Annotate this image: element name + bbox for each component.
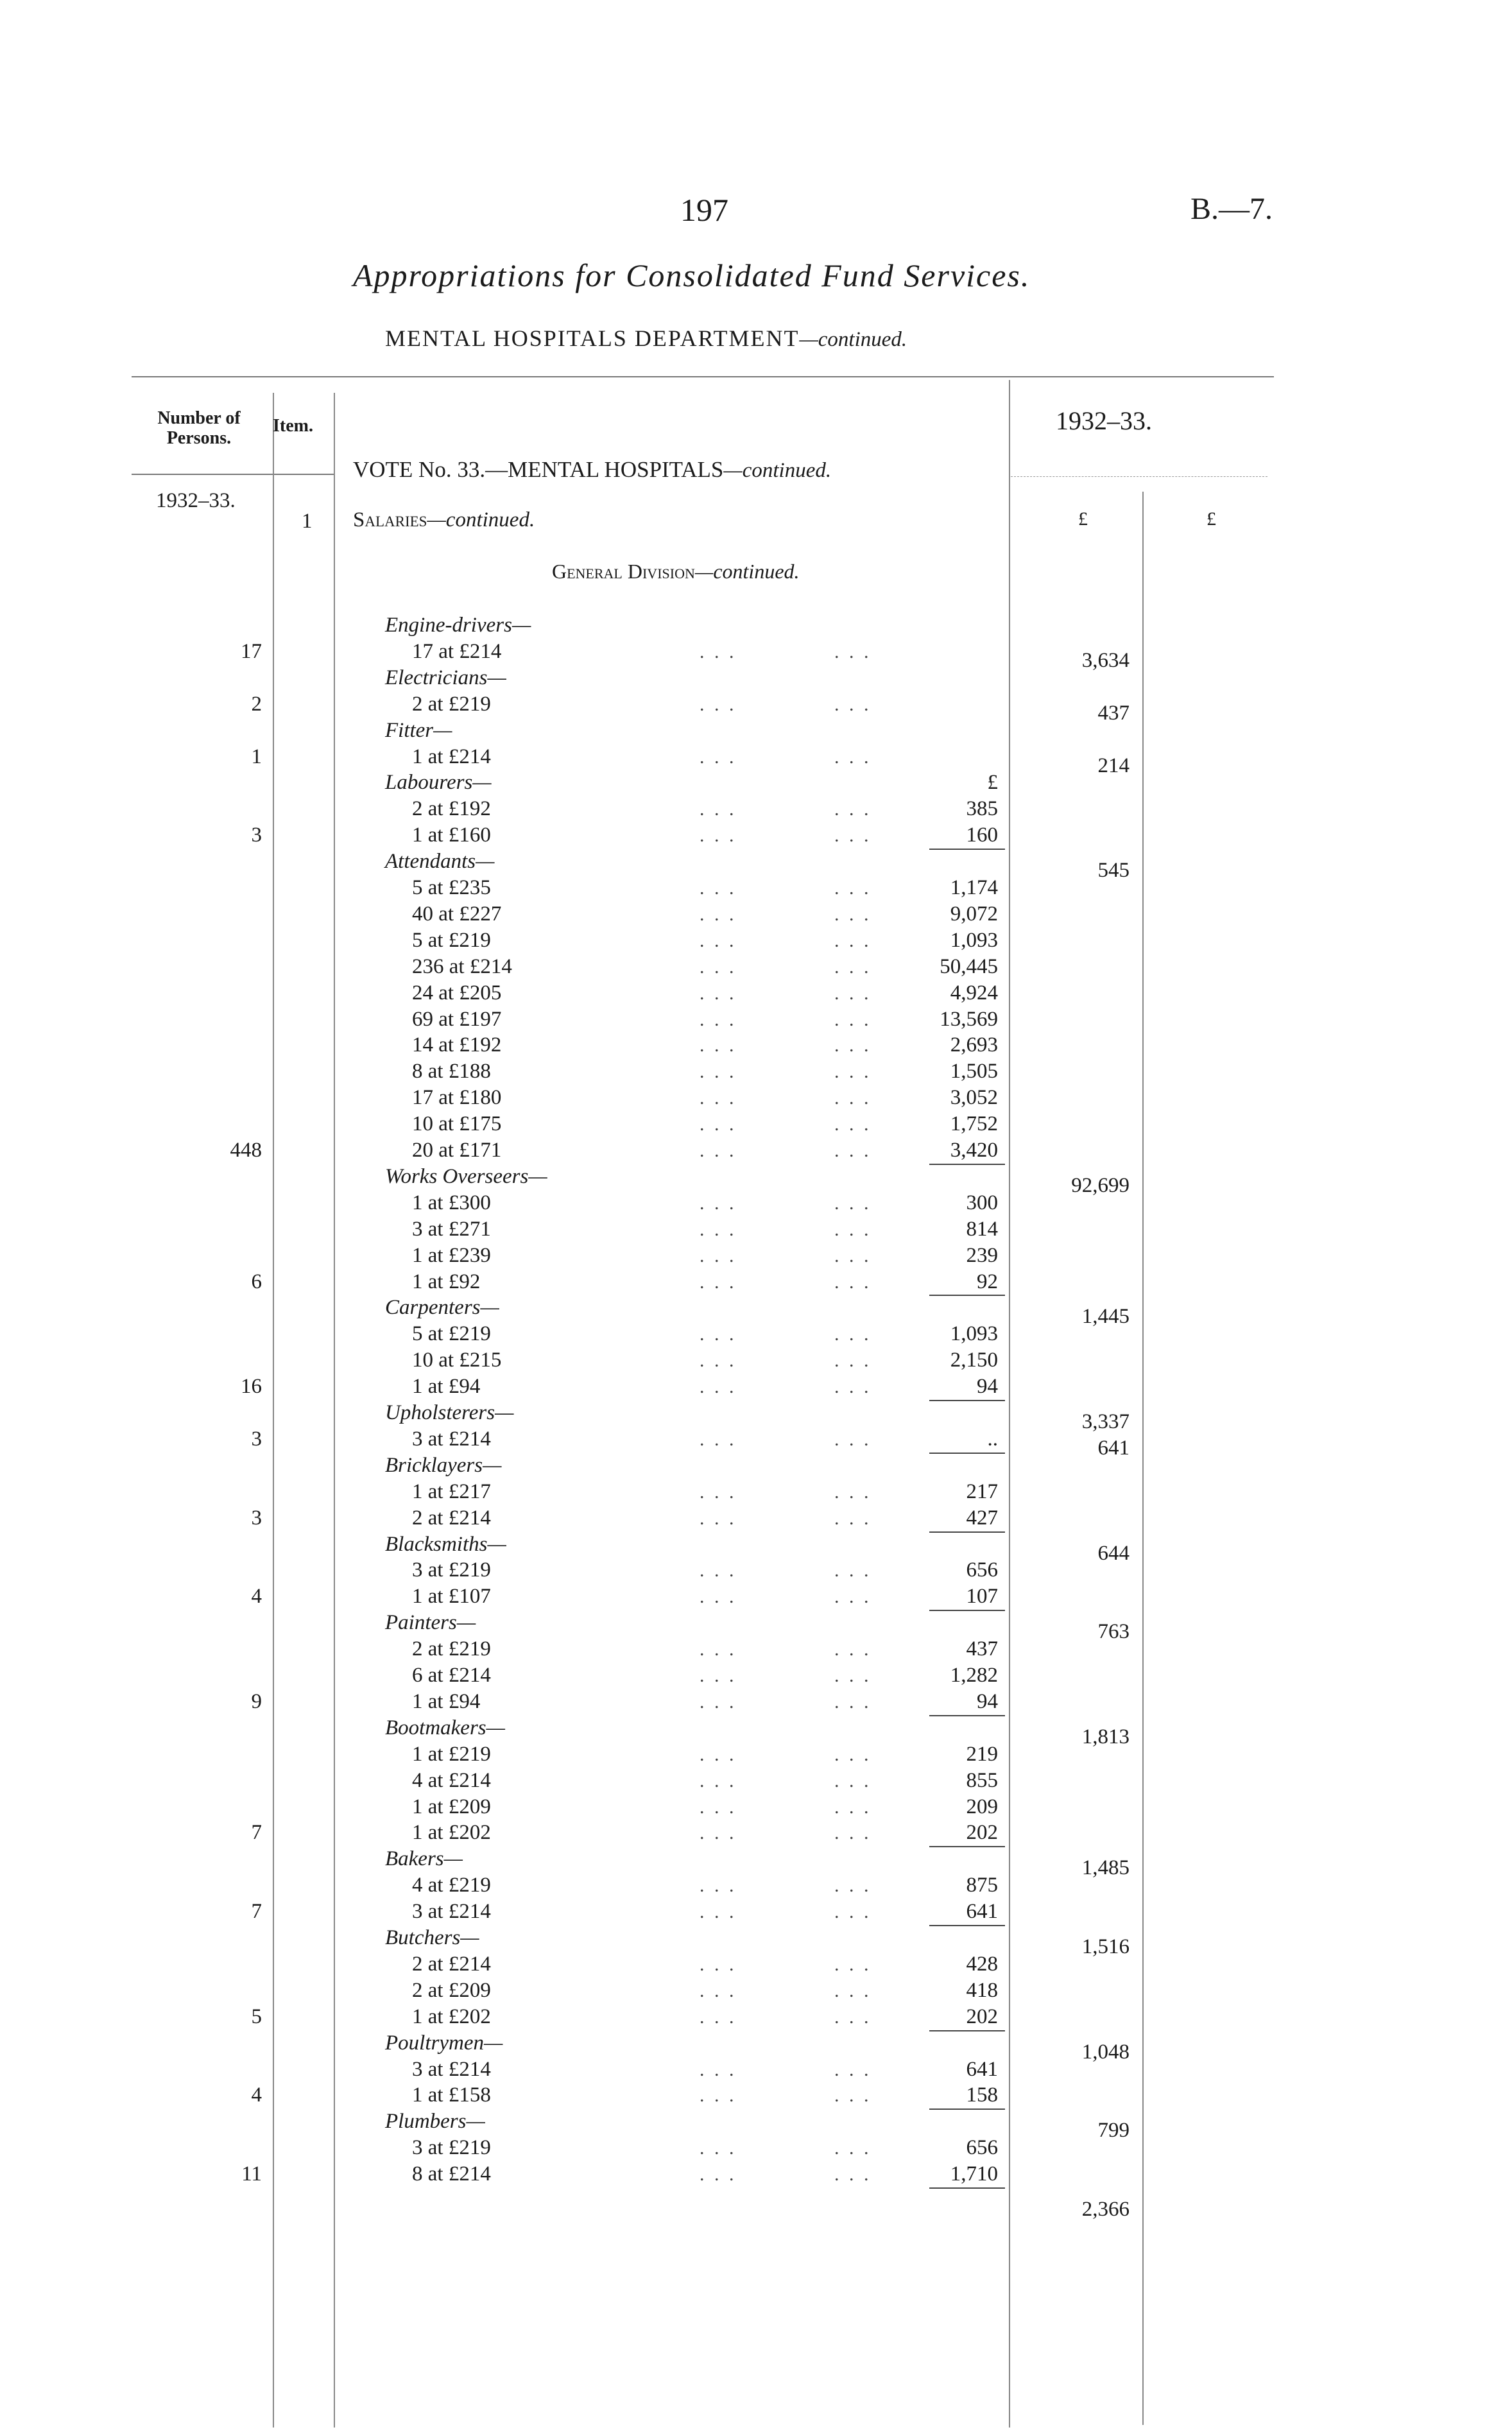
leader-dots: . . . [700,1087,737,1109]
persons-count: 17 [241,639,262,663]
leader-dots: . . . [700,1035,737,1056]
subtotal-rule [929,2030,1005,2031]
rate-line: 24 at £205 [412,981,502,1005]
leader-dots: . . . [834,1875,872,1897]
category-label: Attendants— [385,850,495,874]
leader-dots: . . . [834,1796,872,1818]
total-value: 437 [1097,701,1130,725]
rate-line: 1 at £214 [412,745,491,768]
persons-count: 16 [241,1375,262,1399]
subtotal-rule [929,1164,1005,1165]
leader-dots: . . . [700,1875,737,1897]
general-division-suffix: —continued. [694,560,800,583]
leader-dots: . . . [700,2085,737,2107]
amount-value: 217 [966,1479,998,1503]
amount-value: 13,569 [940,1007,998,1031]
leader-dots: . . . [834,1061,872,1083]
leader-dots: . . . [834,2085,872,2107]
header-rule-year [1011,476,1267,477]
leader-dots: . . . [700,746,737,768]
amount-value: 855 [966,1768,998,1792]
amount-value: £ [987,771,998,795]
total-value: 214 [1097,754,1130,777]
rate-line: 2 at £192 [412,797,491,821]
leader-dots: . . . [700,1008,737,1030]
rate-line: 8 at £188 [412,1060,491,1083]
leader-dots: . . . [700,1350,737,1372]
total-value: 763 [1097,1620,1130,1644]
leader-dots: . . . [834,1008,872,1030]
amount-value: 1,174 [950,876,998,899]
persons-count: 9 [251,1689,262,1713]
subtotal-rule [929,1715,1005,1716]
amount-value: 158 [966,2083,998,2107]
rate-line: 20 at £171 [412,1139,502,1162]
table-top-rule [132,376,1274,377]
leader-dots: . . . [700,1560,737,1582]
category-label: Butchers— [385,1926,479,1949]
category-label: Works Overseers— [385,1164,547,1188]
rate-line: 3 at £219 [412,1558,491,1582]
leader-dots: . . . [700,1979,737,2001]
page-number: 197 [680,192,728,228]
persons-count: 7 [251,1821,262,1845]
amount-value: 219 [966,1742,998,1766]
leader-dots: . . . [700,1743,737,1765]
amount-value: 385 [966,797,998,821]
rate-line: 3 at £271 [412,1217,491,1241]
leader-dots: . . . [700,641,737,662]
leader-dots: . . . [700,1796,737,1818]
amount-value: 202 [966,2005,998,2028]
leader-dots: . . . [700,1665,737,1686]
amount-value: 202 [966,1821,998,1845]
rate-line: 1 at £202 [412,2005,491,2028]
salaries-label: Salaries [353,508,427,531]
department-name: MENTAL HOSPITALS DEPARTMENT [385,325,800,351]
leader-dots: . . . [700,825,737,847]
category-label: Poultrymen— [385,2031,503,2055]
rate-line: 1 at £300 [412,1191,491,1214]
leader-dots: . . . [700,1507,737,1529]
department-heading [385,325,907,352]
leader-dots: . . . [834,1428,872,1450]
leader-dots: . . . [834,693,872,715]
rate-line: 17 at £180 [412,1086,502,1110]
amount-value: 641 [966,2057,998,2081]
leader-dots: . . . [700,956,737,978]
amount-value: 50,445 [940,954,998,978]
leader-dots: . . . [700,2137,737,2159]
item-number: 1 [302,510,313,533]
leader-dots: . . . [700,1770,737,1791]
leader-dots: . . . [834,1979,872,2001]
leader-dots: . . . [834,1218,872,1240]
leader-dots: . . . [834,1035,872,1056]
leader-dots: . . . [700,1953,737,1975]
leader-dots: . . . [700,1586,737,1608]
leader-dots: . . . [700,1428,737,1450]
amount-value: 1,505 [950,1060,998,1083]
total-value: 545 [1097,859,1130,883]
leader-dots: . . . [700,1271,737,1293]
category-label: Upholsterers— [385,1401,514,1424]
amount-value: 1,752 [950,1112,998,1136]
leader-dots: . . . [834,2164,872,2186]
amount-value: 107 [966,1585,998,1608]
subtotal-rule [929,1846,1005,1847]
amount-value: 437 [966,1637,998,1661]
salaries-suffix: —continued. [427,508,535,531]
leader-dots: . . . [834,1324,872,1345]
persons-count: 4 [251,2083,262,2107]
leader-dots: . . . [700,877,737,899]
leader-dots: . . . [834,1743,872,1765]
leader-dots: . . . [700,693,737,715]
leader-dots: . . . [834,1953,872,1975]
total-value: 3,634 [1081,648,1130,672]
leader-dots: . . . [834,1560,872,1582]
persons-count: 1 [251,745,262,768]
amount-value: 209 [966,1795,998,1818]
rate-line: 1 at £219 [412,1742,491,1766]
leader-dots: . . . [834,1691,872,1712]
amount-value: 3,420 [950,1139,998,1162]
leader-dots: . . . [700,1192,737,1214]
category-label: Engine-drivers— [385,614,531,637]
leader-dots: . . . [834,982,872,1004]
category-label: Bakers— [385,1847,463,1871]
leader-dots: . . . [700,1218,737,1240]
leader-dots: . . . [700,982,737,1004]
header-item: Item. [273,416,313,436]
amount-value: 92 [977,1270,998,1293]
total-value: 1,048 [1081,2040,1130,2064]
persons-count: 7 [251,1900,262,1924]
amount-value: 656 [966,1558,998,1582]
leader-dots: . . . [700,1639,737,1660]
rate-line: 1 at £160 [412,824,491,847]
leader-dots: . . . [834,956,872,978]
leader-dots: . . . [834,798,872,820]
leader-dots: . . . [834,1245,872,1266]
amount-value: 4,924 [950,981,998,1005]
rate-line: 1 at £217 [412,1479,491,1503]
leader-dots: . . . [700,929,737,951]
subtotal-rule [929,1531,1005,1533]
subtotal-rule [929,2109,1005,2110]
category-label: Plumbers— [385,2110,485,2134]
document-reference: B.—7. [1190,192,1273,226]
total-value: 1,445 [1081,1305,1130,1329]
leader-dots: . . . [834,1481,872,1503]
amount-value: 418 [966,1978,998,2002]
leader-dots: . . . [700,1376,737,1398]
rate-line: 8 at £214 [412,2162,491,2186]
rate-line: 1 at £158 [412,2083,491,2107]
salaries-heading [353,508,535,532]
leader-dots: . . . [700,2006,737,2028]
total-value: 641 [1097,1436,1130,1460]
rate-line: 3 at £214 [412,2057,491,2081]
persons-count: 448 [230,1139,262,1162]
leader-dots: . . . [834,746,872,768]
leader-dots: . . . [700,903,737,925]
amount-value: 94 [977,1689,998,1713]
subtotal-rule [929,849,1005,850]
persons-year-label: 1932–33. [156,489,236,512]
rate-line: 1 at £239 [412,1243,491,1267]
rate-line: 14 at £192 [412,1033,502,1057]
leader-dots: . . . [700,1245,737,1266]
category-label: Fitter— [385,718,452,742]
leader-dots: . . . [834,2058,872,2080]
rate-line: 1 at £92 [412,1270,481,1293]
subtotal-rule [929,1925,1005,1926]
subtotal-rule [929,1453,1005,1454]
total-value: 799 [1097,2119,1130,2143]
rate-line: 5 at £235 [412,876,491,899]
pound-sign-amount: £ [1078,508,1088,530]
vote-suffix: —continued. [723,459,832,482]
column-divider-persons [273,393,274,2428]
pound-sign-total: £ [1207,508,1216,530]
amount-value: 300 [966,1191,998,1214]
vote-heading [353,457,831,483]
rate-line: 1 at £94 [412,1375,481,1399]
persons-count: 6 [251,1270,262,1293]
total-value: 1,813 [1081,1725,1130,1748]
rate-line: 40 at £227 [412,902,502,926]
leader-dots: . . . [834,1822,872,1844]
rate-line: 10 at £175 [412,1112,502,1136]
total-value: 92,699 [1071,1173,1130,1197]
leader-dots: . . . [834,1140,872,1161]
rate-line: 236 at £214 [412,954,512,978]
rate-line: 17 at £214 [412,639,502,663]
amount-value: 2,150 [950,1349,998,1372]
leader-dots: . . . [834,1087,872,1109]
general-division-label: General Division [552,560,695,583]
subtotal-rule [929,1610,1005,1611]
rate-line: 3 at £214 [412,1427,491,1451]
column-divider-item [334,393,335,2428]
amount-value: 814 [966,1217,998,1241]
column-divider-amount [1142,492,1144,2425]
leader-dots: . . . [700,1140,737,1161]
amount-value: 1,282 [950,1664,998,1687]
rate-line: 69 at £197 [412,1007,502,1031]
leader-dots: . . . [834,1901,872,1923]
category-label: Bootmakers— [385,1716,505,1739]
amount-value: 239 [966,1243,998,1267]
leader-dots: . . . [700,1691,737,1712]
leader-dots: . . . [700,1324,737,1345]
total-value: 3,337 [1081,1410,1130,1433]
general-division-heading [552,560,800,583]
rate-line: 5 at £219 [412,1322,491,1346]
leader-dots: . . . [700,798,737,820]
rate-line: 2 at £214 [412,1952,491,1976]
category-label: Electricians— [385,666,506,689]
amount-value: 94 [977,1375,998,1399]
amount-value: 1,093 [950,1322,998,1346]
rate-line: 2 at £219 [412,692,491,716]
category-label: Carpenters— [385,1296,499,1320]
leader-dots: . . . [834,1586,872,1608]
total-value: 1,516 [1081,1935,1130,1958]
amount-value: 3,052 [950,1086,998,1110]
persons-count: 3 [251,824,262,847]
page-title: Appropriations for Consolidated Fund Services. [353,257,1031,293]
amount-value: 2,693 [950,1033,998,1057]
category-label: Labourers— [385,771,492,795]
leader-dots: . . . [834,877,872,899]
persons-count: 4 [251,1585,262,1608]
leader-dots: . . . [834,1114,872,1135]
leader-dots: . . . [834,825,872,847]
vote-title: VOTE No. 33.—MENTAL HOSPITALS [353,457,724,482]
subtotal-rule [929,1295,1005,1296]
rate-line: 4 at £214 [412,1768,491,1792]
total-value: 644 [1097,1541,1130,1565]
leader-dots: . . . [834,1639,872,1660]
rate-line: 5 at £219 [412,928,491,952]
leader-dots: . . . [700,1901,737,1923]
header-year: 1932–33. [1056,406,1152,435]
department-suffix: —continued. [799,328,907,351]
category-label: Painters— [385,1611,476,1635]
rate-line: 3 at £214 [412,1900,491,1924]
leader-dots: . . . [834,903,872,925]
rate-line: 6 at £214 [412,1664,491,1687]
persons-count: 11 [241,2162,262,2186]
header-number-of-persons: Number of Persons. [157,408,241,448]
persons-count: 2 [251,692,262,716]
persons-count: 5 [251,2005,262,2028]
leader-dots: . . . [834,1770,872,1791]
category-label: Blacksmiths— [385,1532,506,1556]
amount-value: 160 [966,824,998,847]
rate-line: 2 at £209 [412,1978,491,2002]
total-value: 1,485 [1081,1856,1130,1880]
subtotal-rule [929,1400,1005,1401]
rate-line: 4 at £219 [412,1874,491,1897]
amount-value: 875 [966,1874,998,1897]
amount-value: 641 [966,1900,998,1924]
leader-dots: . . . [700,1061,737,1083]
leader-dots: . . . [834,641,872,662]
rate-line: 10 at £215 [412,1349,502,1372]
persons-count: 3 [251,1506,262,1530]
leader-dots: . . . [834,1376,872,1398]
subtotal-rule [929,2187,1005,2189]
leader-dots: . . . [834,1271,872,1293]
amount-value: 428 [966,1952,998,1976]
rate-line: 3 at £219 [412,2136,491,2160]
rate-line: 1 at £94 [412,1689,481,1713]
leader-dots: . . . [834,1665,872,1686]
total-value: 2,366 [1081,2198,1130,2221]
amount-value: 427 [966,1506,998,1530]
rate-line: 2 at £214 [412,1506,491,1530]
persons-count: 3 [251,1427,262,1451]
leader-dots: . . . [834,929,872,951]
amount-value: .. [987,1427,998,1451]
leader-dots: . . . [700,1114,737,1135]
leader-dots: . . . [834,1350,872,1372]
leader-dots: . . . [700,2058,737,2080]
leader-dots: . . . [834,1507,872,1529]
category-label: Bricklayers— [385,1453,502,1477]
leader-dots: . . . [700,1822,737,1844]
rate-line: 2 at £219 [412,1637,491,1661]
leader-dots: . . . [700,1481,737,1503]
rate-line: 1 at £209 [412,1795,491,1818]
leader-dots: . . . [834,2006,872,2028]
leader-dots: . . . [834,2137,872,2159]
amount-value: 1,710 [950,2162,998,2186]
rate-line: 1 at £202 [412,1821,491,1845]
leader-dots: . . . [834,1192,872,1214]
leader-dots: . . . [700,2164,737,2186]
amount-value: 9,072 [950,902,998,926]
amount-value: 1,093 [950,928,998,952]
rate-line: 1 at £107 [412,1585,491,1608]
amount-value: 656 [966,2136,998,2160]
header-rule-left [132,474,334,475]
